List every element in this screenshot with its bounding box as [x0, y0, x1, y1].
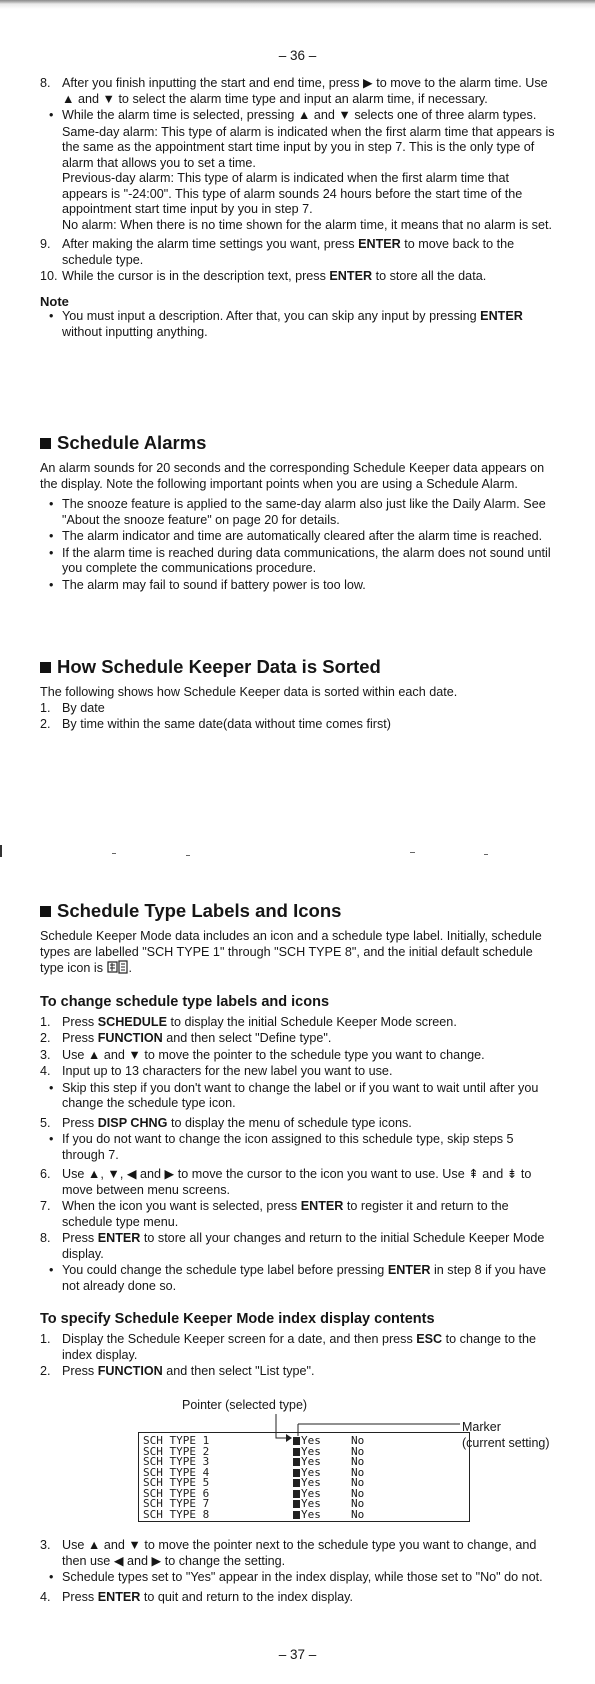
note-bullet: • You must input a description. After that, you can skip any input by pressing ENTER without inputting anything.: [40, 309, 555, 340]
list-row-no: No: [351, 1486, 365, 1500]
step-8: 8. After you finish inputting the start and end time, press ▶ to move to the alarm time. Use ▲ and ▼ to select the alarm time type and input an alarm time, if necessary.: [40, 76, 548, 106]
list-row-yes: Yes: [293, 1446, 321, 1457]
list-row-type: SCH TYPE 5: [143, 1476, 210, 1489]
scan-mark: [410, 852, 415, 853]
no-alarm-text: No alarm: When there is no time shown for the alarm time, it means that no alarm is set.: [62, 217, 552, 232]
specify-step-3: 3. Use ▲ and ▼ to move the pointer next to the schedule type you want to change, and then use ◀ and ▶ to change the setting.: [40, 1538, 537, 1568]
list-row-no: No: [351, 1455, 365, 1468]
change-step-8-bullet: • You could change the schedule type label before pressing ENTER in step 8 if you have not already done so.: [40, 1263, 555, 1294]
change-step-3: 3. Use ▲ and ▼ to move the pointer to the schedule type you want to change.: [40, 1047, 485, 1062]
scan-mark: [112, 853, 116, 854]
list-row-yes: Yes: [293, 1477, 321, 1488]
sorted-section: [40, 656, 555, 734]
list-row-type: SCH TYPE 3: [143, 1455, 210, 1468]
marker-sub-label: (current setting): [462, 1436, 550, 1450]
list-row-yes: Yes: [293, 1488, 321, 1499]
same-day-alarm-text: Same-day alarm: This type of alarm is indicated when the first alarm time that appears is the same as the appointment start time input by you in step 7. This is the only type of alarm that allows you to set a time.: [62, 124, 555, 170]
specify-heading: To specify Schedule Keeper Mode index display contents: [40, 1311, 435, 1327]
step-10: 10. While the cursor is in the description text, press ENTER to store all the data.: [40, 269, 487, 283]
list-row-yes: Yes: [293, 1509, 321, 1520]
list-row-yes: Yes: [293, 1435, 321, 1446]
alarms-bullet: • The snooze feature is applied to the same-day alarm also just like the Daily Alarm. See "About the snooze feature" on page 20 for details.: [40, 497, 555, 528]
list-type-diagram: [130, 1398, 560, 1528]
pointer-label: Pointer (selected type): [182, 1398, 308, 1412]
index-list-screen: [138, 1432, 470, 1522]
list-row-type: SCH TYPE 8: [143, 1507, 210, 1521]
change-heading: To change schedule type labels and icons: [40, 993, 330, 1010]
list-row-no: No: [351, 1434, 365, 1447]
change-step-6: 6. Use ▲, ▼, ◀ and ▶ to move the cursor to the icon you want to use. Use ⇞ and ⇟ to move between menu screens.: [40, 1167, 532, 1197]
scan-mark: [484, 854, 488, 855]
specify-step-2: 2. Press FUNCTION and then select "List type".: [40, 1364, 315, 1378]
steps-block-36: [40, 76, 555, 341]
list-row-type: SCH TYPE 1: [143, 1434, 210, 1447]
alarms-bullet: • If the alarm time is reached during data communications, the alarm does not sound until you complete the communications procedure.: [40, 546, 555, 577]
specify-step-1: 1. Display the Schedule Keeper screen for a date, and then press ESC to change to the index display.: [40, 1332, 536, 1362]
change-step-4: 4. Input up to 13 characters for the new label you want to use.: [40, 1064, 393, 1078]
change-step-5-bullet: • If you do not want to change the icon assigned to this schedule type, skip steps 5 through 7.: [40, 1132, 555, 1163]
step-8-bullet: • While the alarm time is selected, pressing ▲ and ▼ selects one of three alarm types.: [40, 108, 555, 124]
list-row-yes: Yes: [293, 1467, 321, 1478]
list-row-yes: Yes: [293, 1498, 321, 1509]
alarms-bullet: • The alarm may fail to sound if battery power is too low.: [40, 578, 555, 594]
list-row-type: SCH TYPE 4: [143, 1465, 210, 1479]
schedule-type-icon: [107, 960, 129, 974]
sorted-item: 2. By time within the same date(data without time comes first): [40, 717, 391, 731]
square-bullet-icon: [40, 438, 51, 449]
sorted-intro: The following shows how Schedule Keeper data is sorted within each date.: [40, 685, 458, 699]
specify-step-4: 4. Press ENTER to quit and return to the index display.: [40, 1589, 353, 1604]
change-step-7: 7. When the icon you want is selected, press ENTER to register it and return to the schedule type menu.: [40, 1199, 509, 1229]
list-row-no: No: [351, 1444, 365, 1458]
page-number-top: – 36 –: [278, 48, 317, 63]
scan-mark: [186, 855, 190, 856]
step-9: 9. After making the alarm time settings you want, press ENTER to move back to the schedule type.: [40, 237, 515, 267]
list-row-type: SCH TYPE 2: [143, 1444, 210, 1458]
list-row-no: No: [351, 1476, 365, 1489]
list-row-type: SCH TYPE 6: [143, 1486, 210, 1500]
change-step-4-bullet: • Skip this step if you don't want to change the label or if you want to wait until after you change the schedule type icon.: [40, 1081, 555, 1112]
change-step-1: 1. Press SCHEDULE to display the initial Schedule Keeper Mode screen.: [40, 1014, 457, 1029]
sorted-heading: How Schedule Keeper Data is Sorted: [40, 656, 555, 678]
sorted-item: 1. By date: [40, 700, 105, 715]
list-row-no: No: [351, 1507, 365, 1521]
list-row-no: No: [351, 1465, 365, 1479]
square-bullet-icon: [40, 906, 51, 917]
list-row-yes: Yes: [293, 1456, 321, 1467]
note-heading: Note: [40, 293, 69, 309]
labels-section: [40, 900, 555, 1381]
square-bullet-icon: [40, 662, 51, 673]
labels-heading: Schedule Type Labels and Icons: [40, 900, 555, 922]
change-step-8: 8. Press ENTER to store all your changes and return to the initial Schedule Keeper Mode display.: [40, 1231, 545, 1261]
schedule-alarms-intro: An alarm sounds for 20 seconds and the corresponding Schedule Keeper data appears on the display. Note the following important points when you are using a Schedule Alarm.: [40, 461, 545, 491]
list-row-type: SCH TYPE 7: [143, 1497, 210, 1510]
schedule-alarms-heading: Schedule Alarms: [40, 432, 555, 454]
previous-day-alarm-text: Previous-day alarm: This type of alarm is indicated when the first alarm time that appears is "-24:00". This type of alarm sounds 24 hours before the start time of the appointment start time input by you in step 7.: [62, 171, 523, 216]
specify-step-3-bullet: • Schedule types set to "Yes" appear in the index display, while those set to "No" do not.: [40, 1570, 555, 1586]
change-step-5: 5. Press DISP CHNG to display the menu of schedule type icons.: [40, 1115, 412, 1130]
list-row-no: No: [351, 1497, 365, 1510]
specify-steps-continued: [40, 1538, 555, 1606]
schedule-alarms-section: [40, 432, 555, 594]
page-number-bottom: – 37 –: [278, 1647, 317, 1662]
change-step-2: 2. Press FUNCTION and then select "Define type".: [40, 1031, 332, 1045]
scan-mark: [0, 845, 2, 857]
labels-intro: Schedule Keeper Mode data includes an icon and a schedule type label. Initially, schedule types are labelled "SCH TYPE 1" through "SCH TYPE 8", and the initial default schedule type icon is .: [40, 929, 542, 975]
marker-label: Marker: [462, 1420, 501, 1434]
alarms-bullet: • The alarm indicator and time are automatically cleared after the alarm time is reached.: [40, 529, 555, 545]
scan-edge: [0, 0, 595, 9]
